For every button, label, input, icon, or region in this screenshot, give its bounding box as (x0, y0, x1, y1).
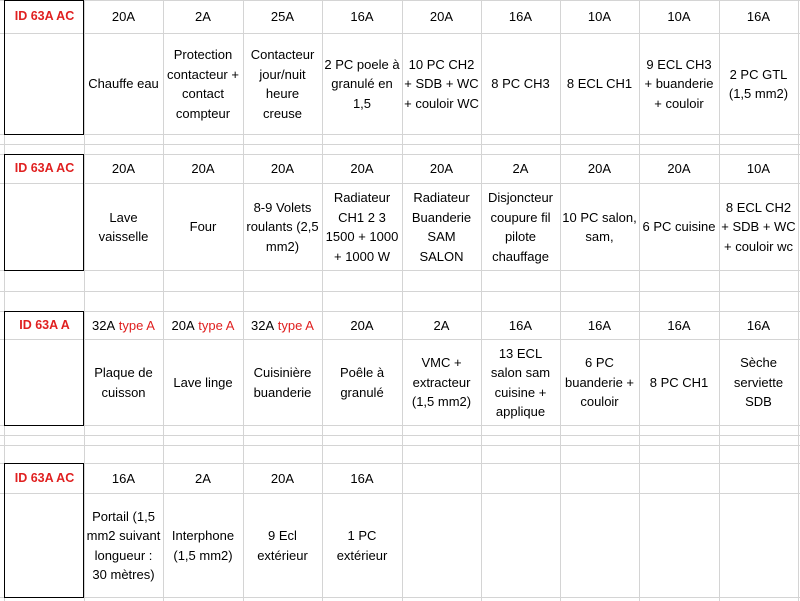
circuit-cell: Cuisinière buanderie (253, 365, 312, 400)
rating-cell: 16A (746, 317, 771, 333)
circuits-row (5, 184, 800, 270)
rating-cell (163, 312, 243, 339)
circuit-cell: Portail (1,5 mm2 suivant longueur : 30 mètres) (86, 508, 161, 582)
rating-cell: 16A (587, 317, 612, 333)
circuit-cell: 9 ECL CH3 + buanderie + couloir (644, 56, 714, 111)
gridline (0, 270, 800, 271)
circuit-cell: 6 PC buanderie + couloir (564, 355, 635, 410)
circuit-cell: 1 PC extérieur (336, 528, 388, 563)
circuit-cell: Protection contacteur + contact compteur (167, 47, 239, 121)
rating-cell: 2A (433, 317, 450, 333)
circuit-cell: Lave linge (173, 374, 233, 390)
rating-value: 20A (171, 317, 195, 333)
circuit-cell: 9 Ecl extérieur (257, 528, 308, 563)
circuits-row (5, 34, 800, 134)
rating-cell: 20A (350, 317, 374, 333)
rating-cell: 16A (508, 9, 533, 25)
panel-id: ID 63A AC (14, 9, 75, 24)
rating-cell: 20A (191, 161, 215, 177)
circuit-cell (402, 494, 481, 597)
panel-id: ID 63A AC (14, 470, 75, 485)
rating-cell: 16A (350, 470, 374, 486)
circuit-cell: 10 PC CH2 + SDB + WC + couloir WC (404, 56, 479, 111)
rating-cell: 20A (350, 161, 374, 177)
gridline (0, 445, 800, 446)
gridline (0, 597, 800, 598)
ratings-row (5, 312, 800, 339)
rating-cell: 2A (512, 161, 529, 177)
rating-type: type A (115, 317, 155, 333)
circuits-row (5, 494, 800, 597)
circuit-cell: Four (189, 219, 217, 235)
circuit-cell: 8 PC CH3 (491, 76, 550, 92)
rating-cell: 20A (111, 9, 136, 25)
rating-value: 32A (251, 317, 275, 333)
circuit-cell: 6 PC cuisine (642, 219, 716, 235)
rating-cell: 10A (587, 9, 612, 25)
circuit-cell: Contacteur jour/nuit heure creuse (250, 47, 315, 121)
rating-cell: 20A (111, 161, 136, 177)
rating-cell (243, 312, 322, 339)
circuit-cell: Sèche serviette SDB (733, 355, 784, 410)
rating-cell: 10A (667, 9, 691, 25)
panel-id: ID 63A A (19, 317, 70, 332)
rating-cell (481, 464, 560, 493)
rating-cell: 10A (746, 161, 771, 177)
rating-cell: 16A (667, 317, 691, 333)
circuit-cell: Disjoncteur coupure fil pilote chauffage (487, 190, 554, 264)
empty-cell (5, 184, 84, 270)
rating-cell (719, 464, 798, 493)
rating-type: type A (274, 317, 314, 333)
rating-cell: 20A (270, 161, 295, 177)
rating-cell (84, 312, 163, 339)
gridline (0, 435, 800, 436)
gridline (0, 291, 800, 292)
circuit-cell: Lave vaisselle (98, 209, 149, 244)
circuit-cell: 13 ECL salon sam cuisine + applique (490, 345, 551, 419)
ratings-row (5, 464, 800, 493)
rating-cell: 20A (429, 9, 454, 25)
gridline (0, 425, 800, 426)
circuit-cell: Radiateur Buanderie SAM SALON (411, 190, 472, 264)
circuit-cell: 8 ECL CH2 + SDB + WC + couloir wc (721, 199, 796, 254)
empty-cell (5, 34, 84, 134)
circuit-cell (481, 494, 560, 597)
circuit-cell: VMC + extracteur (1,5 mm2) (411, 355, 472, 410)
rating-cell: 16A (350, 9, 374, 25)
rating-cell (402, 464, 481, 493)
rating-value: 32A (92, 317, 116, 333)
circuit-cell: 2 PC poele à granulé en 1,5 (324, 56, 400, 111)
rating-cell: 16A (111, 470, 136, 486)
ratings-row (5, 155, 800, 183)
rating-cell: 2A (195, 9, 211, 25)
rating-type: type A (194, 317, 235, 333)
rating-cell: 16A (746, 9, 771, 25)
rating-cell: 20A (587, 161, 612, 177)
panel-id: ID 63A AC (14, 161, 75, 176)
gridline (0, 134, 800, 135)
empty-cell (5, 340, 84, 425)
empty-cell (5, 494, 84, 597)
circuit-cell: Poêle à granulé (339, 365, 385, 400)
circuit-cell (719, 494, 798, 597)
circuit-cell: Plaque de cuisson (94, 365, 153, 400)
circuit-cell (639, 494, 719, 597)
rating-cell: 16A (508, 317, 533, 333)
circuit-cell: Radiateur CH1 2 3 1500 + 1000 + 1000 W (325, 190, 399, 264)
circuit-cell: 8-9 Volets roulants (2,5 mm2) (246, 199, 319, 254)
circuit-cell: 2 PC GTL (1,5 mm2) (728, 66, 789, 101)
circuit-cell (560, 494, 639, 597)
rating-cell: 20A (429, 161, 454, 177)
circuit-cell: 8 ECL CH1 (566, 76, 633, 92)
rating-cell (560, 464, 639, 493)
circuits-row (5, 340, 800, 425)
circuit-cell: 10 PC salon, sam, (562, 209, 637, 244)
rating-cell (639, 464, 719, 493)
circuit-cell: Interphone (1,5 mm2) (171, 528, 235, 563)
ratings-row (5, 0, 800, 34)
rating-cell: 2A (195, 470, 211, 486)
rating-cell: 20A (270, 470, 295, 486)
rating-cell: 20A (667, 161, 691, 177)
rating-cell: 25A (270, 9, 295, 25)
circuit-cell: 8 PC CH1 (649, 374, 709, 390)
circuit-cell: Chauffe eau (88, 76, 159, 92)
gridline (0, 144, 800, 145)
